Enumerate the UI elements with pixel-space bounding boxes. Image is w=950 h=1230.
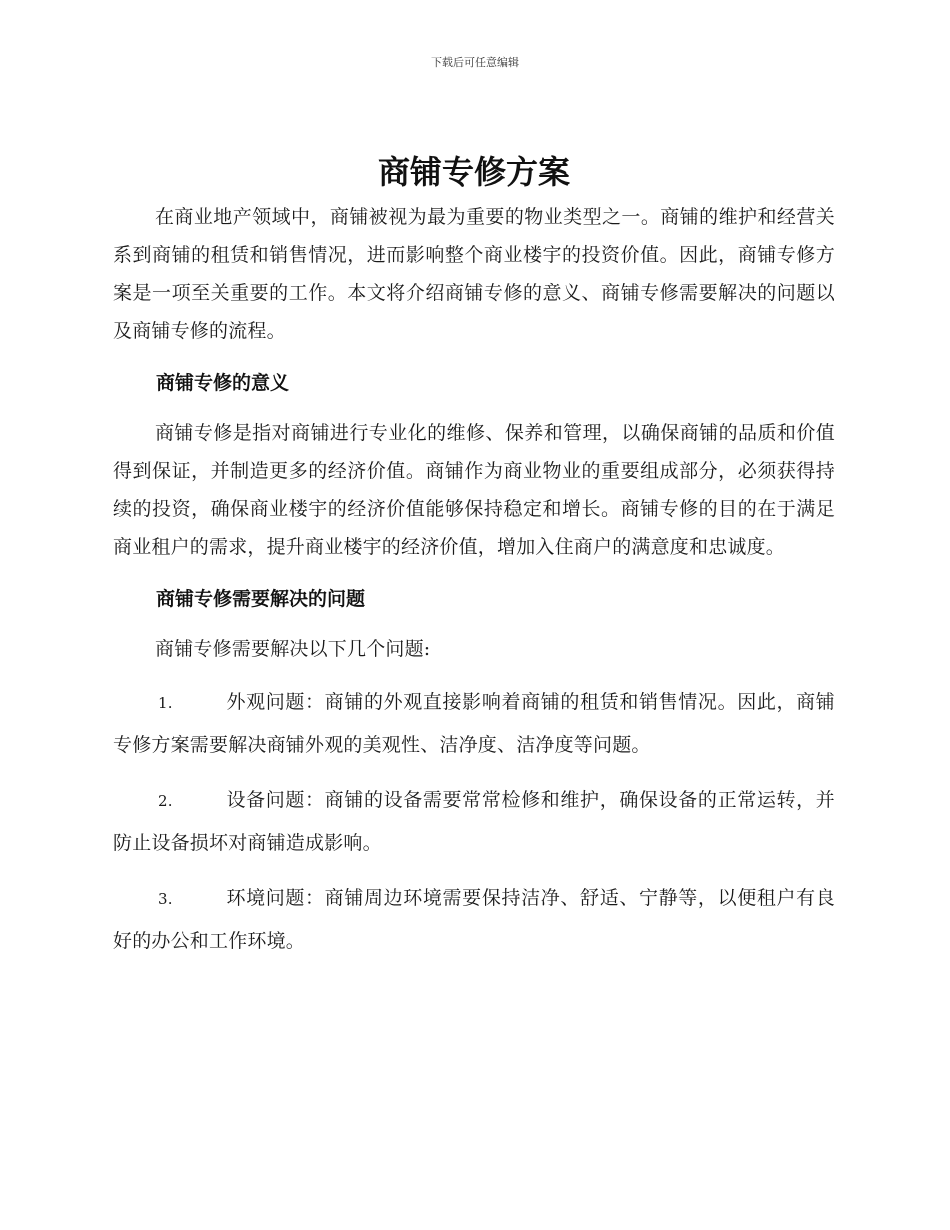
section-heading-significance: 商铺专修的意义 (156, 372, 290, 394)
list-item-number: 3. (158, 890, 173, 908)
significance-paragraph: 商铺专修是指对商铺进行专业化的维修、保养和管理，以确保商铺的品质和价值得到保证，并制造更多的经济价值。商铺作为商业物业的重要组成部分，必须获得持续的投资，确保商业楼宇的经济价值能够保持稳定和增长。商铺专修的目的在于满足商业租户的需求，提升商业楼宇的经济价值，增加入住商户的满意度和忠诚度。 (113, 422, 835, 558)
list-item (113, 779, 835, 864)
document-title: 商铺专修方案 (377, 153, 570, 191)
list-item-text: 环境问题：商铺周边环境需要保持洁净、舒适、宁静等，以便租户有良好的办公和工作环境。 (113, 887, 835, 952)
list-item (113, 681, 835, 766)
list-item-text: 外观问题：商铺的外观直接影响着商铺的租赁和销售情况。因此，商铺专修方案需要解决商铺外观的美观性、洁净度、洁净度等问题。 (113, 691, 835, 756)
list-item-number: 1. (158, 694, 173, 712)
problems-lead-paragraph: 商铺专修需要解决以下几个问题: (155, 638, 431, 660)
list-item (113, 877, 835, 962)
list-item-number: 2. (158, 792, 173, 810)
problems-list (113, 681, 835, 962)
document-body (113, 150, 835, 962)
intro-paragraph: 在商业地产领域中，商铺被视为最为重要的物业类型之一。商铺的维护和经营关系到商铺的租赁和销售情况，进而影响整个商业楼宇的投资价值。因此，商铺专修方案是一项至关重要的工作。本文将介绍商铺专修的意义、商铺专修需要解决的问题以及商铺专修的流程。 (113, 206, 835, 342)
section-heading-problems: 商铺专修需要解决的问题 (156, 588, 366, 610)
list-item-text: 设备问题：商铺的设备需要常常检修和维护，确保设备的正常运转，并防止设备损坏对商铺造成影响。 (113, 789, 835, 854)
header-note: 下载后可任意编辑 (431, 56, 519, 69)
